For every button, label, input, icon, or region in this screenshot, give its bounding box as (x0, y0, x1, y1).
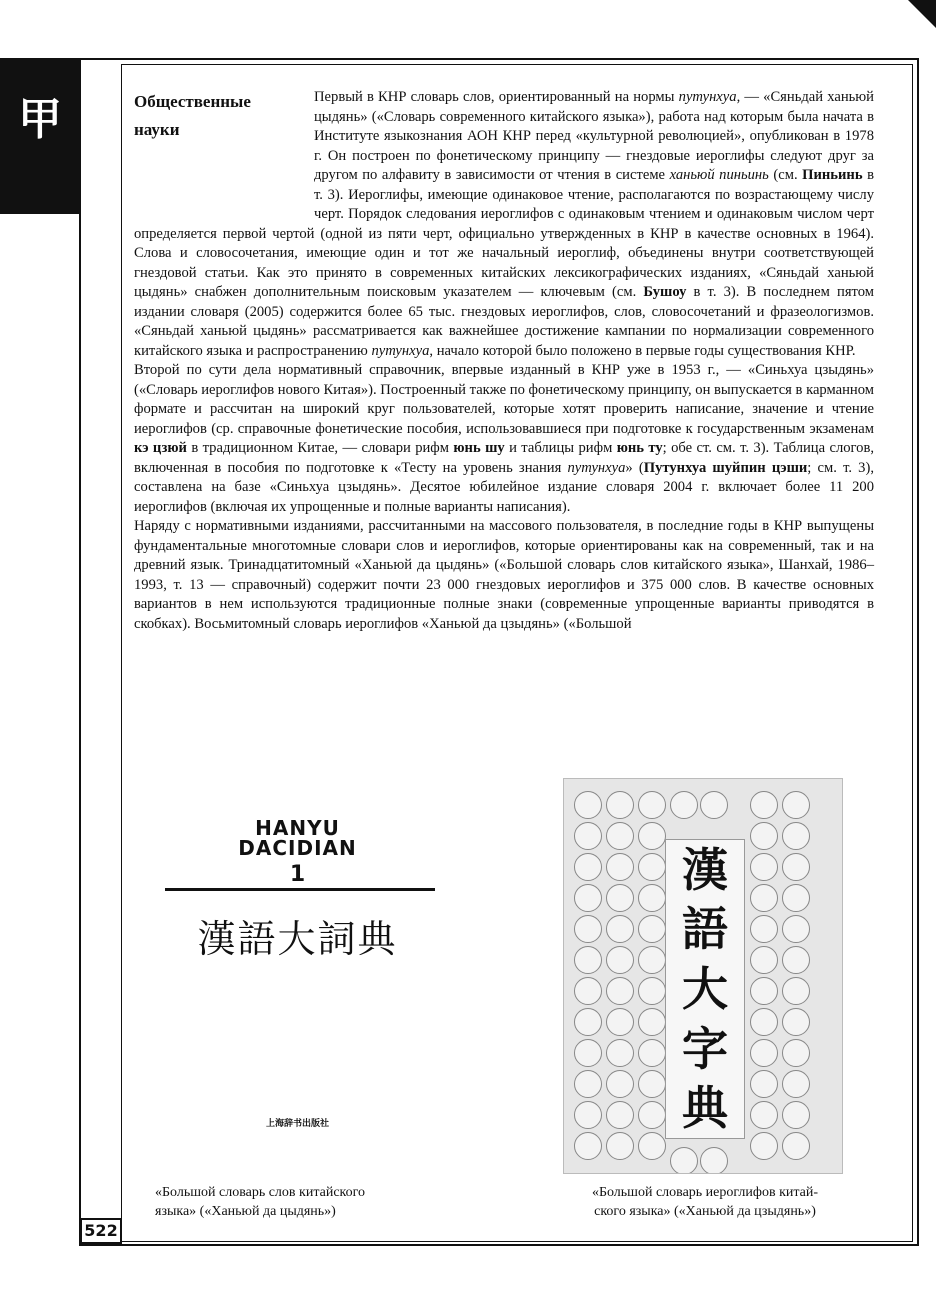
title-float-spacer (134, 88, 314, 211)
seal-ornament (782, 822, 810, 850)
paragraph-3: Наряду с нормативными изданиями, рассчитанными на массового пользователя, в последние годы в КНР выпущены фундаментальные многотомные словари слов и иероглифов, которые ориентированы как на современный, так и на древний язык. Тринадцатитомный «Ханьюй да цыдянь» («Большой словарь слов китайского языка», Шанхай, 1986–1993, т. 13 — справочный) содержит почти 23 000 гнездовых иероглифов и 375 000 слов. В качестве основных вариантов в нем используются традиционные полные знаки (современные упрощенные варианты приводятся в скобках). Восьмитомный словарь иероглифов «Ханьюй да цзыдянь» («Большой (134, 518, 874, 632)
seal-ornament (606, 884, 634, 912)
seal-ornament (782, 884, 810, 912)
seal-ornament (750, 1132, 778, 1160)
seal-ornament (750, 946, 778, 974)
seal-ornament (700, 1147, 728, 1174)
seal-ornament (574, 1132, 602, 1160)
seal-ornament (606, 1132, 634, 1160)
seal-ornament (606, 915, 634, 943)
seal-ornament (782, 791, 810, 819)
seal-ornament (606, 1101, 634, 1129)
seal-ornament (574, 977, 602, 1005)
seal-ornament (750, 822, 778, 850)
seal-ornament (574, 1008, 602, 1036)
caption-left: «Большой словарь слов китайского языка» («Ханьюй да цыдянь») (155, 1185, 366, 1219)
seal-ornament (606, 791, 634, 819)
cover-title-char: 語 (682, 902, 728, 957)
seal-ornament (606, 946, 634, 974)
seal-ornament (574, 946, 602, 974)
seal-ornament (606, 1008, 634, 1036)
cover-volume-number: 1 (289, 862, 306, 887)
figure-hanyu-dazidian-cover (563, 778, 843, 1174)
seal-ornament (638, 853, 666, 881)
seal-ornament (750, 1008, 778, 1036)
seal-ornament (782, 1132, 810, 1160)
seal-ornament (750, 1070, 778, 1098)
seal-ornament (638, 915, 666, 943)
seal-ornament (782, 1070, 810, 1098)
side-tab-glyph: 甲 (18, 94, 62, 145)
seal-ornament (638, 791, 666, 819)
cover-publisher: 上海辞书出版社 (265, 1119, 329, 1129)
seal-ornament (782, 1039, 810, 1067)
figure-hanyu-dacidian-cover (155, 780, 440, 1175)
seal-ornament (606, 1070, 634, 1098)
seal-ornament (638, 1008, 666, 1036)
seal-ornament (782, 1101, 810, 1129)
seal-ornament (574, 791, 602, 819)
seal-ornament (638, 822, 666, 850)
seal-ornament (782, 915, 810, 943)
seal-ornament (606, 977, 634, 1005)
seal-ornament (782, 946, 810, 974)
paragraph-2: Второй по сути дела нормативный справочник, впервые изданный в КНР уже в 1953 г., — «Синьхуа цзыдянь» («Словарь иероглифов нового Китая»). Построенный также по фонетическому принципу, он выпускается в карманном формате и рассчитан на широкий круг пользователей, которые хотят проверить написание, значение и чтение иероглифов (ср. справочные фонетические пособия, использовавшиеся при подготовке к государственным экзаменам кэ цзюй в традиционном Китае, — словари рифм юнь шу и таблицы рифм юнь ту; обе ст. см. т. 3). Таблица слогов, включенная в пособия по подготовке к «Тесту на уровень знания путунхуа» (Путунхуа шуйпин цэши; см. т. 3), составлена на базе «Синьхуа цзыдянь». Десятое юбилейное издание словаря 2004 г. включает более 11 200 иероглифов (включая их упрощенные и полные варианты написания). (134, 362, 874, 515)
seal-ornament (606, 1039, 634, 1067)
seal-ornament (574, 822, 602, 850)
corner-triangle-mark (908, 0, 936, 28)
seal-ornament (606, 853, 634, 881)
seal-ornament (750, 1039, 778, 1067)
seal-ornament (638, 946, 666, 974)
seal-ornament (638, 977, 666, 1005)
side-tab-letter (0, 58, 80, 214)
article-body (134, 88, 874, 634)
cover-title-char: 典 (682, 1081, 728, 1136)
seal-ornament (638, 1039, 666, 1067)
paragraph-1: Первый в КНР словарь слов, ориентированный на нормы путунхуа, — «Сяньдай ханьюй цыдянь» («Словарь современного китайского языка»), работа над которым была начата в Институте языкознания АОН КНР перед «культурной революцией», опубликован в 1978 г. Он построен по фонетическому принципу — гнездовые иероглифы следуют друг за другом по алфавиту в зависимости от чтения в системе ханьюй пиньинь (см. Пиньинь в т. 3). Иероглифы, имеющие одинаковое чтение, располагаются по возрастающему числу черт. Порядок следования иероглифов с одинаковым чтением и одинаковым числом черт определяется первой чертой (одной из пяти черт, официально утвержденных в КНР в качестве основных в 1964). Слова и словосочетания, имеющие один и тот же начальный иероглиф, объединены внутри соответствующей гнездовой статьи. Как это принято в современных китайских лексикографических изданиях, «Сяньдай ханьюй цыдянь» снабжен дополнительным поисковым указателем — ключевым (см. Бушоу в т. 3). В последнем пятом издании словаря (2005) содержится более 65 тыс. гнездовых иероглифов, слов, словосочетаний и фразеологизмов. «Сяньдай ханьюй цыдянь» рассматривается как важнейшее достижение кампании по нормализации современного китайского языка и распространению путунхуа, начало которой было положено в первые годы существования КНР. (134, 89, 874, 359)
cover-chinese-title: 漢語大詞典 (197, 917, 398, 961)
seal-ornament (574, 853, 602, 881)
seal-ornament (574, 1039, 602, 1067)
section-title-line2: науки (134, 120, 180, 139)
seal-ornament (574, 1101, 602, 1129)
seal-ornament (750, 884, 778, 912)
seal-ornament (670, 1147, 698, 1174)
caption-right: «Большой словарь иероглифов китай- ского языка» («Ханьюй да цзыдянь») (591, 1185, 819, 1219)
seal-ornament (782, 1008, 810, 1036)
section-title-line1: Общественные (134, 92, 251, 111)
cover-title-char: 漢 (682, 842, 728, 897)
cover-title-char: 大 (682, 961, 728, 1016)
cover-rule (165, 888, 435, 891)
seal-ornament (750, 977, 778, 1005)
seal-ornament (638, 1070, 666, 1098)
seal-ornament (574, 884, 602, 912)
seal-ornament (782, 853, 810, 881)
seal-ornament (638, 1132, 666, 1160)
cover-title-char: 字 (682, 1021, 728, 1076)
seal-ornament (670, 791, 698, 819)
seal-ornament (750, 791, 778, 819)
seal-ornament (700, 791, 728, 819)
seal-ornament (750, 853, 778, 881)
seal-ornament (750, 1101, 778, 1129)
seal-ornament (638, 1101, 666, 1129)
seal-ornament (782, 977, 810, 1005)
page-number: 522 (80, 1218, 122, 1244)
cover-vertical-title (665, 839, 745, 1139)
seal-ornament (750, 915, 778, 943)
seal-ornament (638, 884, 666, 912)
cover-latin-title: HANYU DACIDIAN (238, 816, 357, 860)
seal-ornament (606, 822, 634, 850)
seal-ornament (574, 1070, 602, 1098)
seal-ornament (574, 915, 602, 943)
